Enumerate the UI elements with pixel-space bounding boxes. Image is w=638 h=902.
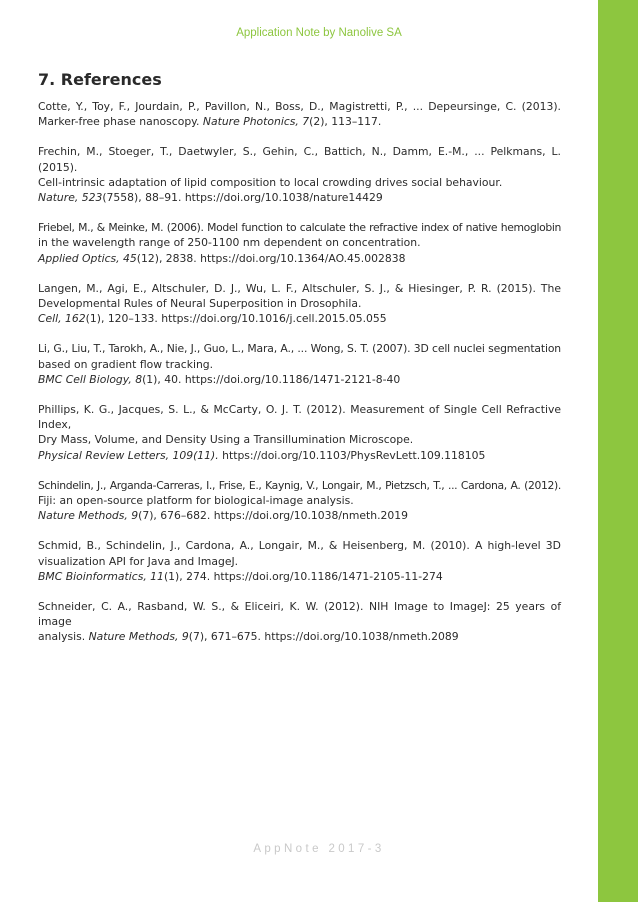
reference-line xyxy=(38,190,561,205)
reference-line: Schmid, B., Schindelin, J., Cardona, A., Longair, M., & Heisenberg, M. (2010). A high-level 3D xyxy=(38,539,561,553)
reference-line xyxy=(38,629,561,644)
reference-line xyxy=(38,448,561,463)
journal-name: Nature Methods, 9 xyxy=(88,630,189,644)
reference-text: https://doi.org/10.1103/PhysRevLett.109.118105 xyxy=(218,448,486,462)
page-footer: AppNote 2017-3 xyxy=(253,843,385,855)
reference-item xyxy=(38,220,561,266)
reference-line: Fiji: an open-source platform for biological-image analysis. xyxy=(38,494,354,508)
journal-name: Physical Review Letters, 109(11). xyxy=(38,448,219,462)
reference-text: (7558), 88–91. https://doi.org/10.1038/nature14429 xyxy=(102,191,383,205)
reference-line: Langen, M., Agi, E., Altschuler, D. J., Wu, L. F., Altschuler, S. J., & Hiesinger, P. R. (2015). The xyxy=(38,281,561,295)
reference-item xyxy=(38,478,561,524)
journal-name: Nature Photonics, 7 xyxy=(202,115,310,129)
reference-text: (12), 2838. https://doi.org/10.1364/AO.45.002838 xyxy=(136,251,406,265)
journal-name: Applied Optics, 45 xyxy=(38,251,137,265)
journal-name: Cell, 162 xyxy=(38,312,86,326)
references-section xyxy=(38,70,561,660)
reference-item xyxy=(38,281,561,327)
reference-line xyxy=(38,508,561,523)
section-title: 7. References xyxy=(38,70,162,89)
reference-text: (7), 671–675. https://doi.org/10.1038/nmeth.2089 xyxy=(188,630,459,644)
reference-line: Developmental Rules of Neural Superposition in Drosophila. xyxy=(38,297,362,311)
reference-line: Schneider, C. A., Rasband, W. S., & Eliceiri, K. W. (2012). NIH Image to ImageJ: 25 years of image xyxy=(38,600,561,629)
page-header: Application Note by Nanolive SA xyxy=(236,27,402,39)
reference-item xyxy=(38,144,561,205)
reference-line xyxy=(38,114,561,129)
journal-name: Nature Methods, 9 xyxy=(38,509,139,523)
reference-line: Cell-intrinsic adaptation of lipid composition to local crowding drives social behaviour. xyxy=(38,175,503,189)
reference-line: based on gradient flow tracking. xyxy=(38,357,214,371)
reference-text: (1), 274. https://doi.org/10.1186/1471-2105-11-274 xyxy=(163,569,443,583)
reference-item xyxy=(38,341,561,387)
side-accent-bar xyxy=(598,0,638,902)
reference-text: (1), 120–133. https://doi.org/10.1016/j.cell.2015.05.055 xyxy=(85,312,387,326)
reference-item xyxy=(38,599,561,645)
reference-text: Marker-free phase nanoscopy. xyxy=(38,115,203,129)
reference-item xyxy=(38,99,561,129)
reference-line: visualization API for Java and ImageJ. xyxy=(38,554,239,568)
journal-name: BMC Bioinformatics, 11 xyxy=(38,569,164,583)
journal-name: Nature, 523 xyxy=(38,191,103,205)
reference-item xyxy=(38,538,561,584)
reference-line: Phillips, K. G., Jacques, S. L., & McCarty, O. J. T. (2012). Measurement of Single Cell Refractive Index, xyxy=(38,403,561,432)
journal-name: BMC Cell Biology, 8 xyxy=(38,372,143,386)
reference-line: Dry Mass, Volume, and Density Using a Transillumination Microscope. xyxy=(38,433,414,447)
reference-line: Cotte, Y., Toy, F., Jourdain, P., Pavillon, N., Boss, D., Magistretti, P., ... Depeursinge, C. (2013). xyxy=(38,100,561,113)
reference-line: Schindelin, J., Arganda-Carreras, I., Frise, E., Kaynig, V., Longair, M., Pietzsch, T., ... Cardona, A. (2012). xyxy=(38,478,561,492)
reference-text: analysis. xyxy=(38,630,89,644)
reference-line: Frechin, M., Stoeger, T., Daetwyler, S., Gehin, C., Battich, N., Damm, E.-M., ... Pelkmans, L. (2015). xyxy=(38,145,561,174)
reference-line xyxy=(38,251,561,266)
reference-text: (1), 40. https://doi.org/10.1186/1471-2121-8-40 xyxy=(142,372,401,386)
reference-text: (2), 113–117. xyxy=(309,115,382,129)
reference-line: Friebel, M., & Meinke, M. (2006). Model function to calculate the refractive index of native hemoglobin xyxy=(38,221,561,235)
reference-text: (7), 676–682. https://doi.org/10.1038/nmeth.2019 xyxy=(138,509,408,523)
reference-line xyxy=(38,311,561,326)
reference-line: in the wavelength range of 250-1100 nm dependent on concentration. xyxy=(38,236,421,250)
reference-line xyxy=(38,569,561,584)
reference-line: Li, G., Liu, T., Tarokh, A., Nie, J., Guo, L., Mara, A., ... Wong, S. T. (2007). 3D cell nuclei segmentation xyxy=(38,342,561,356)
reference-line xyxy=(38,372,561,387)
reference-item xyxy=(38,402,561,463)
